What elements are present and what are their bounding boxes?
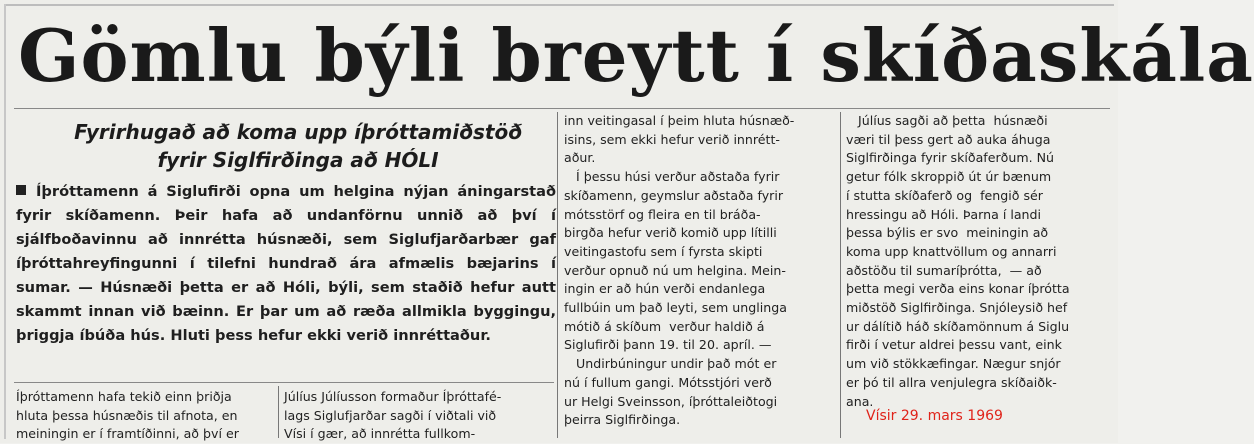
page-border-left bbox=[4, 4, 6, 439]
body-column-1: Íþróttamenn hafa tekið einn þriðja hluta þessa húsnæðis til afnota, en meiningin er í framtíðinni, að því er bbox=[16, 389, 239, 442]
body-column-3: inn veitingasal í þeim hluta húsnæð- isins, sem ekki hefur verið innrétt- aður. Í þessu húsi verður aðstaða fyrir skíðamenn, geymslur aðstaða fyrir mótsstörf og fleira en til bráða- birgða hefur verið komið upp lítilli veitingastofu sem í fyrsta skipti verður opnuð nú um helgina. Mein- ingin er að hún verði endanlega fullbúin um það leyti, sem unglinga mótið á skíðum verður haldið á Siglufirði þann 19. til 20. apríl. — Undirbúningur undir það mót er nú í fullum gangi. Mótsstjóri verð ur Helgi Sveinsson, íþróttaleiðtogi þeirra Siglfirðinga. bbox=[564, 113, 795, 428]
body-column-4: Júlíus sagði að þetta húsnæði væri til þess gert að auka áhuga Siglfirðinga fyrir skíðaferðum. Nú getur fólk skroppið út úr bænum í stutta skíðaferð og fengið sér hressingu að Hóli. Þarna í landi þessa býlis er svo meiningin að koma upp knattvöllum og annarri aðstöðu til sumaríþrótta, — að þetta megi verða eins konar íþrótta miðstöð Siglfirðinga. Snjóleysið hef ur dálítið háð skíðamönnum á Siglu firði í vetur aldrei þessu vant, eink um við stökkæfingar. Nægur snjór er þó til allra venjulegra skíðaiðk- ana. bbox=[846, 113, 1070, 409]
column-divider-1 bbox=[278, 386, 279, 438]
bullet-square-icon bbox=[16, 185, 26, 195]
subheadline-line-2: fyrir Siglfirðinga að HÓLI bbox=[157, 148, 439, 172]
lead-bottom-rule bbox=[14, 382, 554, 383]
lead-text: Íþróttamenn á Siglufirði opna um helgina nýjan áningarstað fyrir skíðamenn. Þeir hafa að undanförnu unnið að því í sjálfboðavinnu að innrétta húsnæði, sem Siglufjarðarbær gaf íþróttahreyfingunni í tilefni hundrað ára afmælis bæjarins í sumar. — Húsnæði þetta er að Hóli, býli, sem staðið hefur autt skammt innan við bæinn. Er þar um að ræða allmikla byggingu, þriggja íbúða hús. Hluti þess hefur ekki verið innréttaður. bbox=[16, 183, 556, 344]
lead-paragraph bbox=[16, 180, 556, 348]
subheadline-line-1: Fyrirhugað að koma upp íþróttamiðstöð bbox=[74, 120, 522, 144]
column-divider-3 bbox=[840, 112, 841, 438]
source-note: Vísir 29. mars 1969 bbox=[866, 408, 1003, 424]
headline: Gömlu býli breytt í skíðaskála bbox=[18, 13, 1254, 98]
column-divider-2 bbox=[557, 112, 558, 438]
headline-rule bbox=[14, 108, 1110, 109]
body-column-2: Júlíus Júlíusson formaður Íþróttafé- lags Siglufjarðar sagði í viðtali við Vísi í gær, að innrétta fullkom- bbox=[284, 389, 502, 442]
